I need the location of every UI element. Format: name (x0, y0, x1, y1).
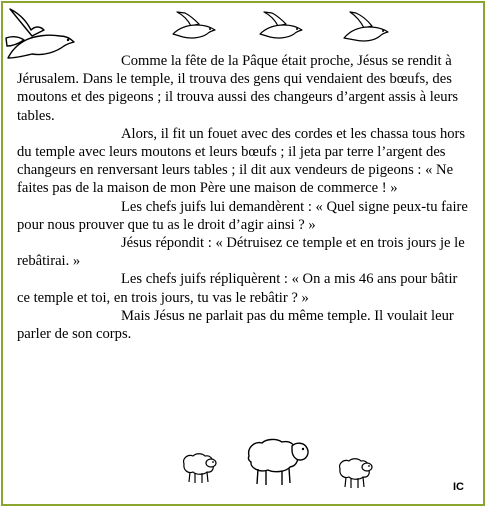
dove-icon (342, 10, 392, 44)
paragraph: Alors, il fit un fouet avec des cordes et les chassa tous hors du temple avec leurs moutons et leurs bœufs ; il jeta par terre l’argent des changeurs en renversant leurs tables ; il dit aux vendeurs de pigeons : « Ne faites pas de la maison de mon Père une maison de commerce ! » (17, 125, 466, 197)
sheep-icon (178, 450, 218, 486)
story-text (17, 52, 469, 343)
paragraph: Jésus répondit : « Détruisez ce temple et en trois jours je le rebâtirai. » (17, 235, 465, 270)
signature: IC (453, 481, 464, 493)
dove-icon (258, 10, 306, 40)
paragraph: Les chefs juifs lui demandèrent : « Quel signe peux-tu faire pour nous prouver que tu as le droit d’agir ainsi ? » (17, 198, 468, 233)
paragraph: Mais Jésus ne parlait pas du même temple. Il voulait leur parler de son corps. (17, 307, 454, 343)
paragraph: Les chefs juifs répliquèrent : « On a mis 46 ans pour bâtir ce temple et toi, en trois jours, tu vas le rebâtir ? » (17, 271, 458, 306)
sheep-icon (334, 455, 374, 491)
sheep-icon (244, 436, 312, 488)
paragraph: Comme la fête de la Pâque était proche, Jésus se rendit à Jérusalem. Dans le temple, il trouva des gens qui vendaient des bœufs, des moutons et des pigeons ; il trouva aussi des changeurs d’argent assis à leurs tables. (17, 53, 459, 124)
dove-icon (171, 10, 219, 40)
